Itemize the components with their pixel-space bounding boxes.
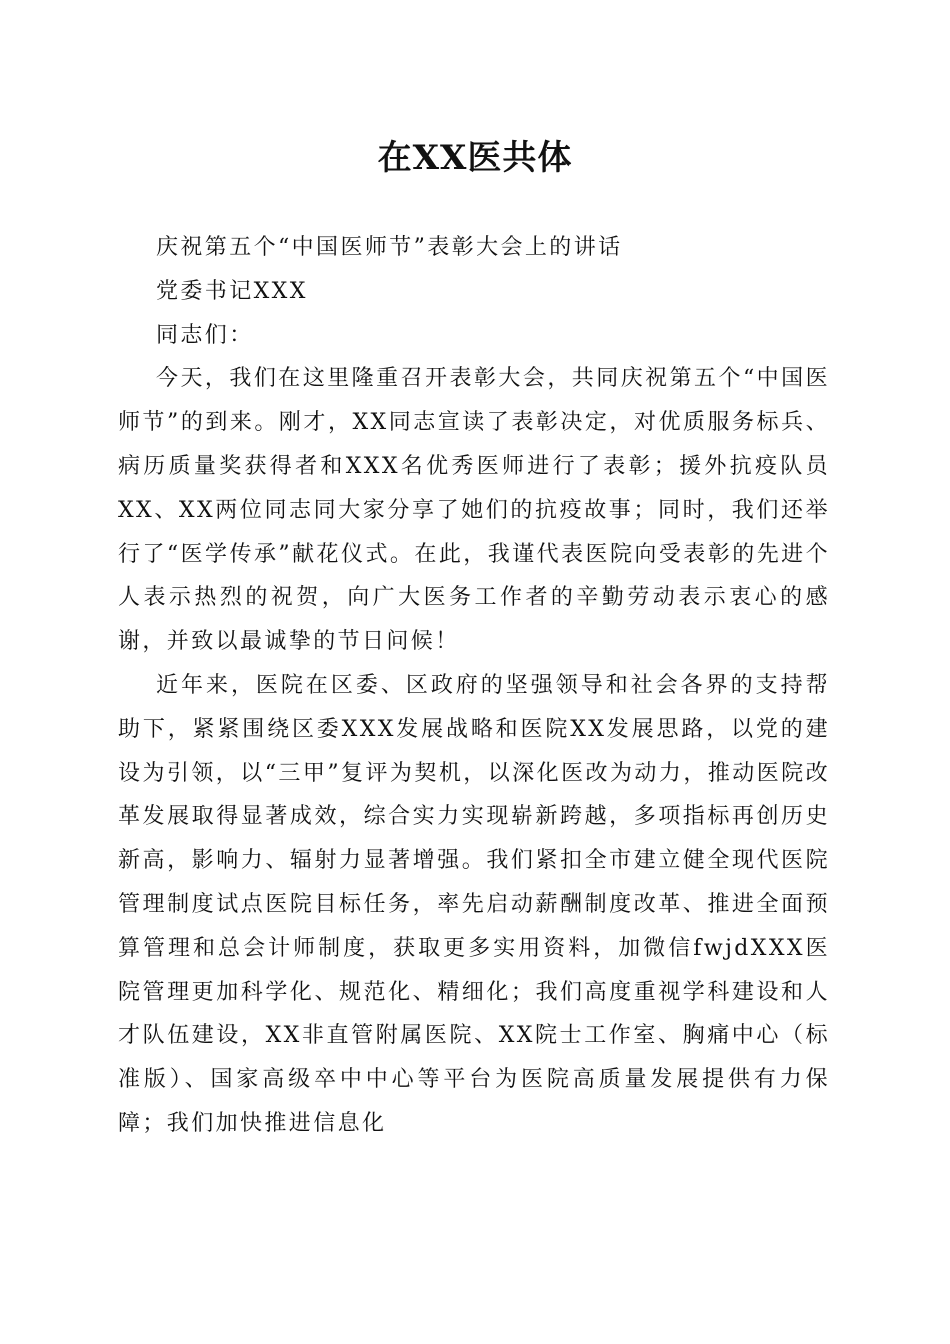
paragraph-1: 今天，我们在这里隆重召开表彰大会，共同庆祝第五个“中国医师节”的到来。刚才，XX同志宣读了表彰决定，对优质服务标兵、病历质量奖获得者和XXX名优秀医师进行了表彰；援外抗疫队员XX、XX两位同志同大家分享了她们的抗疫故事；同时，我们还举行了“医学传承”献花仪式。在此，我谨代表医院向受表彰的先进个人表示热烈的祝贺，向广大医务工作者的辛勤劳动表示衷心的感谢，并致以最诚挚的节日问候！ [118,366,830,655]
salutation: 同志们： [156,322,254,348]
document-body [118,226,830,1146]
document-title: 在XX医共体 [377,138,573,178]
speech-subtitle: 庆祝第五个“中国医师节”表彰大会上的讲话 [156,235,623,260]
paragraph-2: 近年来，医院在区委、区政府的坚强领导和社会各界的支持帮助下，紧紧围绕区委XXX发展战略和医院XX发展思路，以党的建设为引领，以“三甲”复评为契机，以深化医改为动力，推动医院改革发展取得显著成效，综合实力实现崭新跨越，多项指标再创历史新高，影响力、辐射力显著增强。我们紧扣全市建立健全现代医院管理制度试点医院目标任务，率先启动薪酬制度改革、推进全面预算管理和总会计师制度，获取更多实用资料，加微信fwjdXXX医院管理更加科学化、规范化、精细化；我们高度重视学科建设和人才队伍建设，XX非直管附属医院、XX院士工作室、胸痛中心（标准版）、国家高级卒中中心等平台为医院高质量发展提供有力保障；我们加快推进信息化 [118,672,830,1136]
speaker-line: 党委书记XXX [156,278,308,304]
